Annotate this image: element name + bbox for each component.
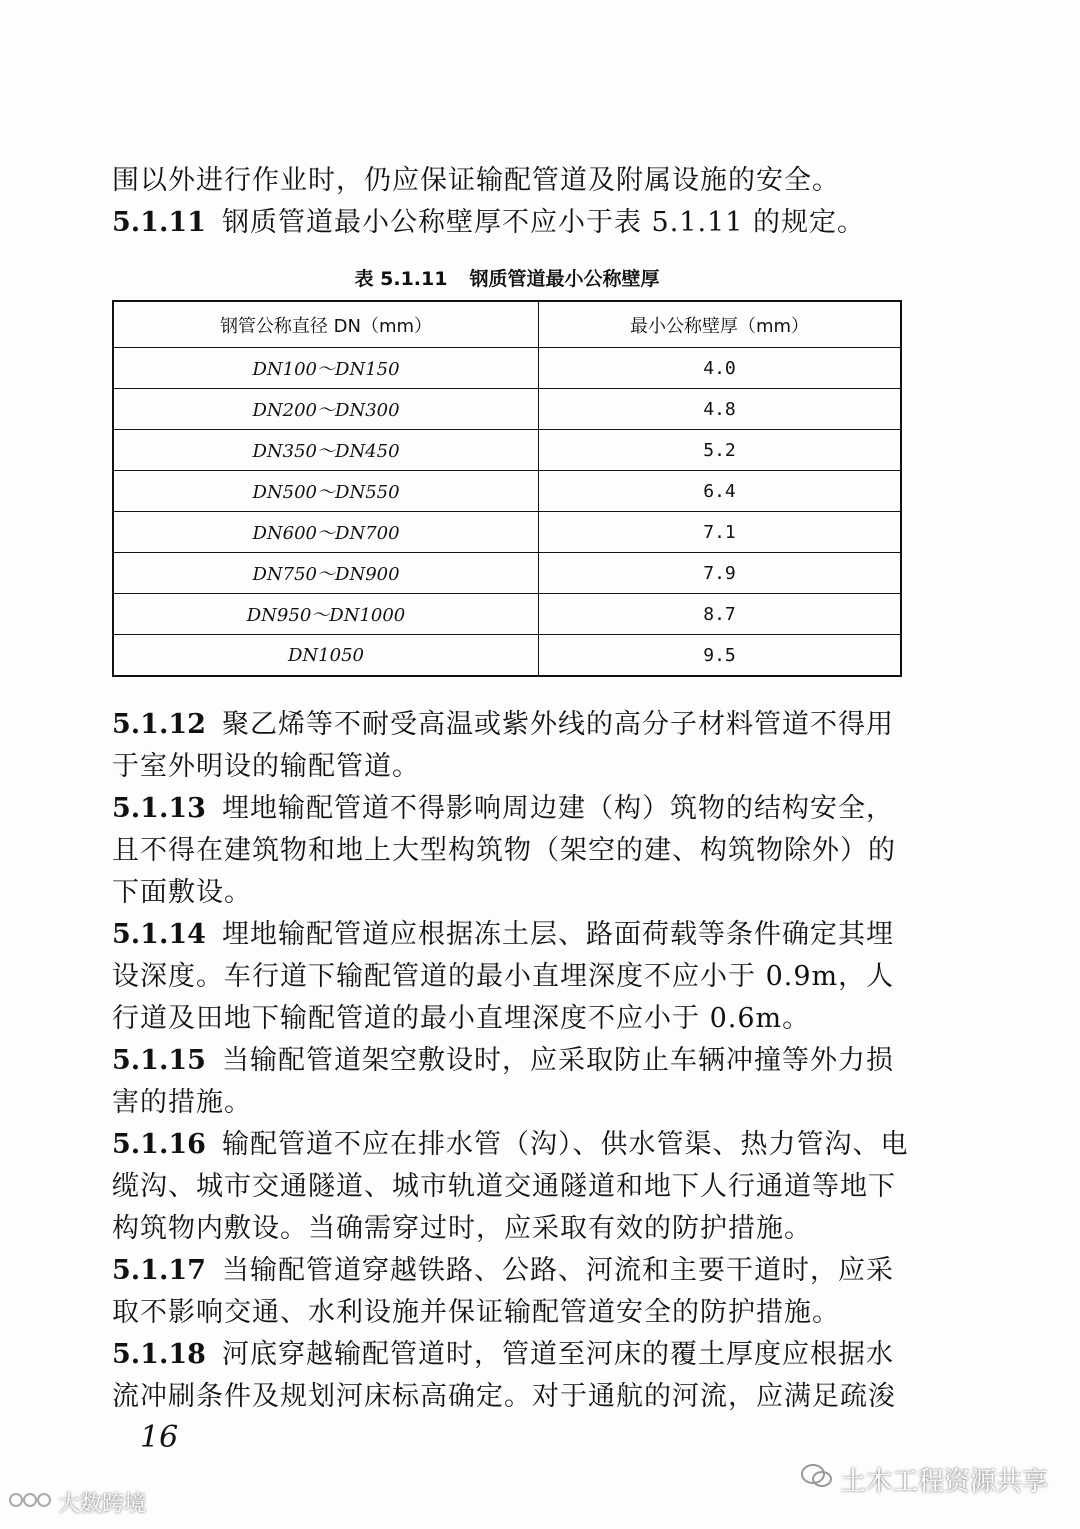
cell-diameter: DN100～DN150: [113, 348, 539, 389]
clause-5-1-16: [112, 1124, 912, 1250]
intro-paragraph: 围以外进行作业时，仍应保证输配管道及附属设施的安全。: [112, 165, 840, 196]
clause-number: 5.1.12: [112, 709, 206, 740]
clause-5-1-15: [112, 1040, 912, 1124]
clause-5-1-12: [112, 704, 912, 788]
cell-diameter: DN1050: [113, 635, 539, 677]
table-row: [113, 594, 901, 635]
cell-thickness: 7.9: [539, 553, 901, 594]
clause-number: 5.1.13: [112, 793, 206, 824]
clauses-block: [112, 704, 912, 1418]
top-text: [112, 160, 912, 244]
wechat-icon: [800, 1462, 834, 1497]
clause-text: 埋地输配管道不得影响周边建（构）筑物的结构安全，且不得在建筑物和地上大型构筑物（架空的建、构筑物除外）的下面敷设。: [112, 793, 896, 908]
logo-icon: [8, 1489, 52, 1517]
cell-diameter: DN200～DN300: [113, 389, 539, 430]
table-row: [113, 471, 901, 512]
watermark-right: [800, 1461, 1048, 1498]
clause-text: 钢质管道最小公称壁厚不应小于表 5.1.11 的规定。: [221, 207, 865, 238]
table-row: [113, 512, 901, 553]
clause-number: 5.1.17: [112, 1255, 206, 1286]
cell-thickness: 4.8: [539, 389, 901, 430]
column-header-thickness: 最小公称壁厚（mm）: [539, 301, 901, 348]
clause-text: 埋地输配管道应根据冻土层、路面荷载等条件确定其埋设深度。车行道下输配管道的最小直埋深度不应小于 0.9m，人行道及田地下输配管道的最小直埋深度不应小于 0.6m。: [112, 919, 895, 1034]
page-number: 16: [140, 1420, 179, 1455]
table-row: [113, 389, 901, 430]
clause-number: 5.1.18: [112, 1339, 206, 1370]
cell-diameter: DN750～DN900: [113, 553, 539, 594]
cell-diameter: DN350～DN450: [113, 430, 539, 471]
clause-5-1-13: [112, 788, 912, 914]
clause-5-1-17: [112, 1250, 912, 1334]
watermark-left-text: 大数跨境: [58, 1492, 147, 1517]
clause-5-1-14: [112, 914, 912, 1040]
clause-5-1-18: [112, 1334, 912, 1418]
cell-thickness: 4.0: [539, 348, 901, 389]
watermark-left: [8, 1487, 146, 1518]
clause-text: 聚乙烯等不耐受高温或紫外线的高分子材料管道不得用于室外明设的输配管道。: [112, 709, 894, 782]
clause-text: 河底穿越输配管道时，管道至河床的覆土厚度应根据水流冲刷条件及规划河床标高确定。对于通航的河流，应满足疏浚: [112, 1339, 896, 1412]
clause-text: 当输配管道穿越铁路、公路、河流和主要干道时，应采取不影响交通、水利设施并保证输配管道安全的防护措施。: [112, 1255, 894, 1328]
table-row: [113, 635, 901, 677]
table-header-row: [113, 301, 901, 348]
cell-diameter: DN950～DN1000: [113, 594, 539, 635]
cell-thickness: 6.4: [539, 471, 901, 512]
clause-number: 5.1.14: [112, 919, 206, 950]
table-caption-number: 表 5.1.11: [354, 268, 448, 290]
cell-diameter: DN500～DN550: [113, 471, 539, 512]
clause-5-1-11: [112, 202, 912, 244]
clause-number: 5.1.15: [112, 1045, 206, 1076]
clause-number: 5.1.16: [112, 1129, 206, 1160]
table-row: [113, 430, 901, 471]
clause-text: 当输配管道架空敷设时，应采取防止车辆冲撞等外力损害的措施。: [112, 1045, 894, 1118]
cell-thickness: 8.7: [539, 594, 901, 635]
cell-thickness: 5.2: [539, 430, 901, 471]
clause-text: 输配管道不应在排水管（沟）、供水管渠、热力管沟、电缆沟、城市交通隧道、城市轨道交通隧道和地下人行通道等地下构筑物内敷设。当确需穿过时，应采取有效的防护措施。: [112, 1129, 909, 1244]
table-row: [113, 348, 901, 389]
table-row: [113, 553, 901, 594]
cell-thickness: 7.1: [539, 512, 901, 553]
table-caption-title: 钢质管道最小公称壁厚: [469, 268, 660, 290]
table-caption: [112, 264, 902, 291]
wall-thickness-table: [112, 300, 902, 677]
watermark-right-text: 土木工程资源共享: [839, 1467, 1048, 1497]
clause-number: 5.1.11: [112, 207, 206, 238]
cell-thickness: 9.5: [539, 635, 901, 677]
column-header-diameter: 钢管公称直径 DN（mm）: [113, 301, 539, 348]
cell-diameter: DN600～DN700: [113, 512, 539, 553]
